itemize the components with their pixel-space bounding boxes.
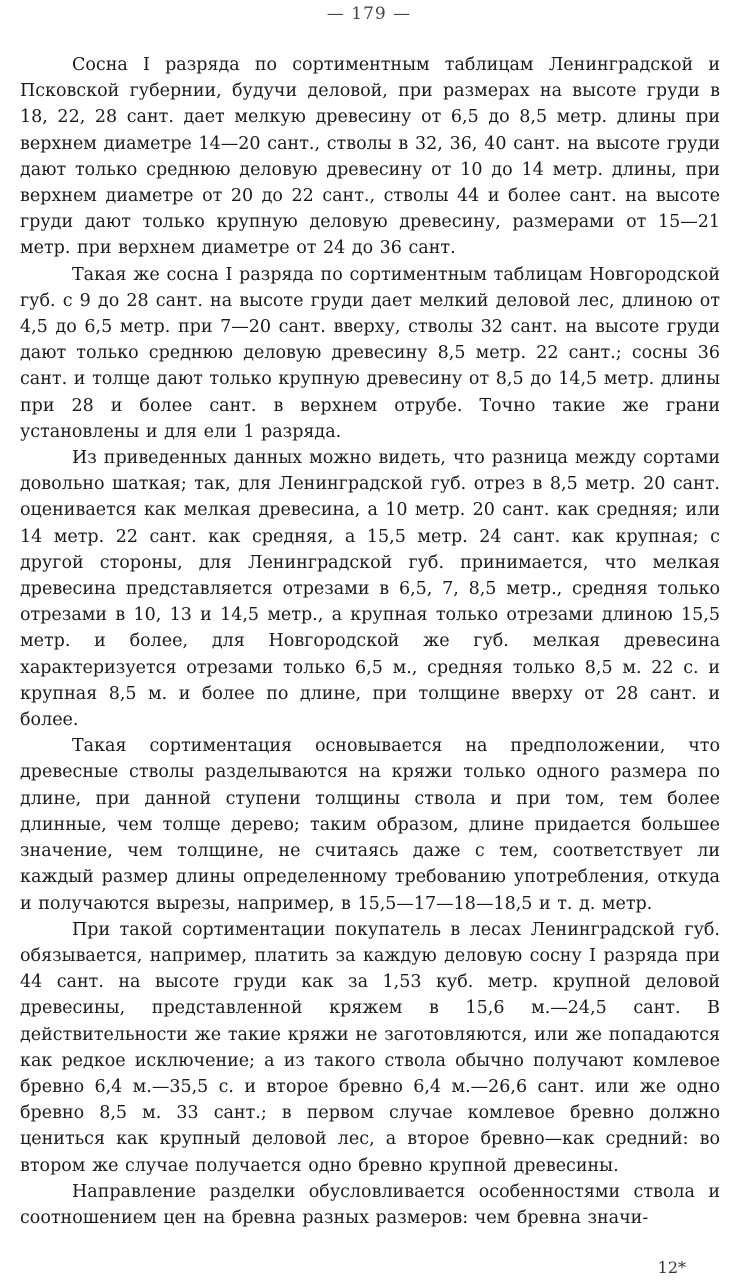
body-text [20,52,720,1231]
paragraph-5: При такой сортиментации покупатель в лесах Ленинградской губ. обязывается, например, платить за каждую деловую сосну I разряда при 44 сант. на высоте груди как за 1,53 куб. метр. крупной деловой древесины, представленной кряжем в 15,6 м.—24,5 сант. В действительности же такие кряжи не заготовляются, или же попадаются как редкое исключение; а из такого ствола обычно получают комлевое бревно 6,4 м.—35,5 с. и второе бревно 6,4 м.—26,6 сант. или же одно бревно 8,5 м. 33 сант.; в первом случае комлевое бревно должно цениться как крупный деловой лес, а второе бревно—как средний: во втором же случае получается одно бревно крупной древесины. [20,919,720,1176]
paragraph-4: Такая сортиментация основывается на предположении, что древесные стволы разделываются на кряжи только одного размера по длине, при данной ступени толщины ствола и при том, тем более длинные, чем толще дерево; таким образом, длине придается большее значение, чем толщине, не считаясь даже с тем, соответствует ли каждый размер длины определенному требованию употребления, откуда и получаются вырезы, например, в 15,5—17—18—18,5 и т. д. метр. [20,736,720,914]
page-number: — 179 — [326,4,412,24]
paragraph-3: Из приведенных данных можно видеть, что разница между сортами довольно шаткая; так, для Ленинградской губ. отрез в 8,5 метр. 20 сант. оценивается как мелкая древесина, а 10 метр. 20 сант. как средняя; или 14 метр. 22 сант. как средняя, а 15,5 метр. 24 сант. как крупная; с другой стороны, для Ленинградской губ. принимается, что мелкая древесина представляется отрезами в 6,5, 7, 8,5 метр., средняя только отрезами в 10, 13 и 14,5 метр., а крупная только отрезами длиною 15,5 метр. и более, для Новгородской же губ. мелкая древесина характеризуется отрезами только 6,5 м., средняя только 8,5 м. 22 с. и крупная 8,5 м. и более по длине, при толщине вверху от 28 сант. и более. [20,448,720,731]
paragraph-1: Сосна I разряда по сортиментным таблицам Ленинградской и Псковской губернии, будучи деловой, при размерах на высоте груди в 18, 22, 28 сант. дает мелкую древесину от 6,5 до 8,5 метр. длины при верхнем диаметре 14—20 сант., стволы в 32, 36, 40 сант. на высоте груди дают только среднюю деловую древесину от 10 до 14 метр. длины, при верхнем диаметре от 20 до 22 сант., стволы 44 и более сант. на высоте груди дают только крупную деловую древесину, размерами от 15—21 метр. при верхнем диаметре от 24 до 36 сант. [20,55,720,259]
paragraph-6: Направление разделки обусловливается особенностями ствола и соотношением цен на бревна разных размеров: чем бревна значи- [20,1181,720,1228]
paragraph-2: Такая же сосна I разряда по сортиментным таблицам Новгородской губ. с 9 до 28 сант. на высоте груди дает мелкий деловой лес, длиною от 4,5 до 6,5 метр. при 7—20 сант. вверху, стволы 32 сант. на высоте груди дают только среднюю деловую древесину 8,5 метр. 22 сант.; сосны 36 сант. и толще дают только крупную древесину от 8,5 до 14,5 метр. длины при 28 и более сант. в верхнем отрубе. Точно такие же грани установлены и для ели 1 разряда. [20,264,720,442]
printer-signature-mark: 12* [657,1258,686,1277]
